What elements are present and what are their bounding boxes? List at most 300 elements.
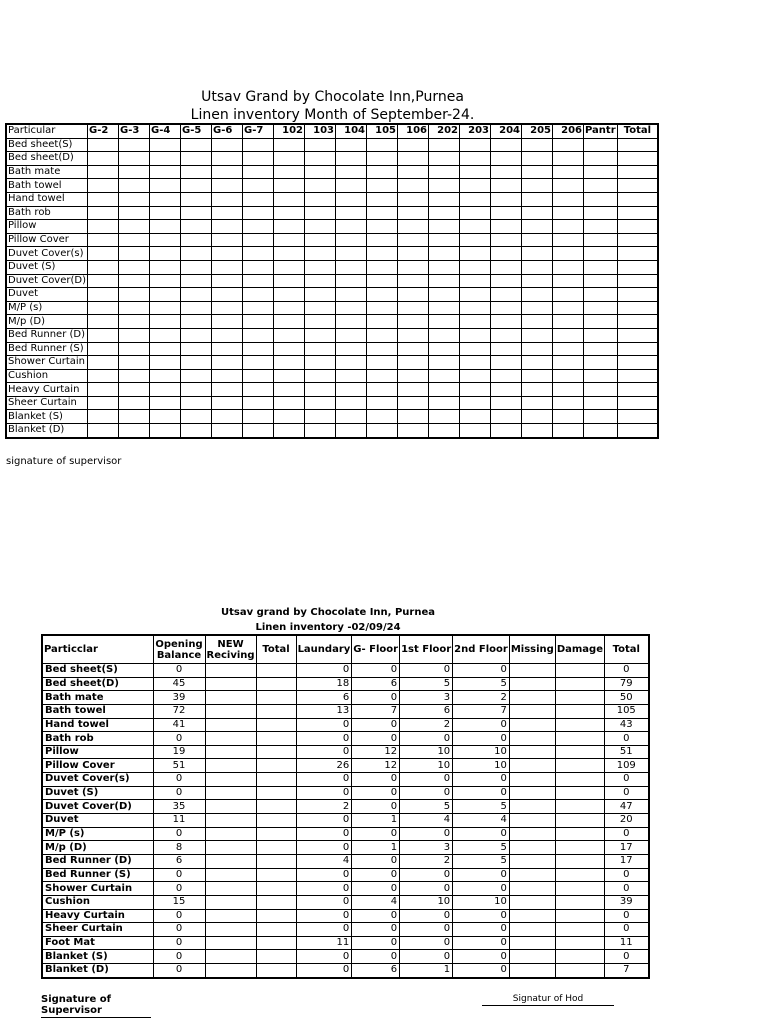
- sheet2-cell-damage: [555, 909, 604, 923]
- sheet1-cell: [429, 233, 460, 247]
- sheet2-cell-second: 0: [453, 786, 510, 800]
- sheet1-cell: [553, 301, 584, 315]
- sheet1-row: [6, 220, 658, 234]
- sheet2-cell-missing: [509, 691, 555, 705]
- sheet1-cell: [367, 260, 398, 274]
- sheet2-item-label: Pillow Cover: [42, 759, 153, 773]
- sheet1-cell: [398, 288, 429, 302]
- sheet2-cell-damage: [555, 745, 604, 759]
- sheet1-cell: [150, 301, 181, 315]
- sheet1-cell: [367, 301, 398, 315]
- sheet2-cell-damage: [555, 786, 604, 800]
- sheet2-item-label: Blanket (D): [42, 964, 153, 978]
- sheet1-cell: [398, 274, 429, 288]
- sheet2-row: [42, 677, 649, 691]
- sheet1-cell: [212, 383, 243, 397]
- sheet2-cell-laundry: 2: [296, 800, 352, 814]
- sheet2-cell-laundry: 0: [296, 923, 352, 937]
- sheet2-cell-grand: 0: [605, 664, 649, 678]
- sheet2-cell-damage: [555, 868, 604, 882]
- sheet1-cell: [336, 138, 367, 152]
- sheet1-cell: [398, 220, 429, 234]
- sheet1-cell: [119, 301, 150, 315]
- sheet2-cell-second: 0: [453, 923, 510, 937]
- sheet2-row: [42, 745, 649, 759]
- sheet1-cell: [617, 274, 658, 288]
- sheet2-row: [42, 895, 649, 909]
- sheet1-cell: [150, 260, 181, 274]
- sheet1-cell: [243, 342, 274, 356]
- sheet2-cell-second: 7: [453, 704, 510, 718]
- sheet2-row: [42, 691, 649, 705]
- sheet2-cell-opening: 19: [153, 745, 205, 759]
- sheet1-cell: [491, 315, 522, 329]
- sheet1-item-label: Cushion: [6, 369, 88, 383]
- sheet2-cell-grand: 0: [605, 827, 649, 841]
- sheet2-cell-laundry: 0: [296, 664, 352, 678]
- sheet1-cell: [460, 274, 491, 288]
- sheet1-cell: [398, 315, 429, 329]
- sheet2-cell-gfloor: 0: [352, 854, 400, 868]
- sheet1-item-label: Duvet Cover(s): [6, 247, 88, 261]
- sheet2-cell-new: [205, 936, 256, 950]
- sheet2-cell-first: 0: [400, 950, 453, 964]
- sheet2-cell-missing: [509, 677, 555, 691]
- sheet1-cell: [212, 247, 243, 261]
- sheet1-cell: [491, 328, 522, 342]
- sheet2-cell-grand: 0: [605, 950, 649, 964]
- sheet1-cell: [522, 152, 553, 166]
- sheet2-cell-grand: 105: [605, 704, 649, 718]
- sheet1-cell: [553, 342, 584, 356]
- sheet1-cell: [212, 342, 243, 356]
- sheet2-item-label: Duvet Cover(s): [42, 773, 153, 787]
- sheet2-cell-laundry: 0: [296, 827, 352, 841]
- sheet1-cell: [491, 152, 522, 166]
- sheet1-subtitle: Linen inventory Month of September-24.: [190, 107, 475, 123]
- sheet1-cell: [119, 356, 150, 370]
- sheet1-cell: [429, 274, 460, 288]
- sheet2-cell-second: 0: [453, 732, 510, 746]
- sheet1-cell: [336, 396, 367, 410]
- sheet1-cell: [429, 369, 460, 383]
- sheet2-item-label: M/p (D): [42, 841, 153, 855]
- sheet2-cell-grand: 0: [605, 882, 649, 896]
- sheet2-col-header: 1st Floor: [400, 635, 453, 664]
- sheet1-cell: [150, 410, 181, 424]
- sheet1-cell: [150, 138, 181, 152]
- sheet1-item-label: Shower Curtain: [6, 356, 88, 370]
- sheet1-cell: [584, 410, 618, 424]
- sheet1-item-label: Pillow: [6, 220, 88, 234]
- sheet1-cell: [367, 342, 398, 356]
- sheet1-cell: [274, 396, 305, 410]
- sheet1-cell: [584, 369, 618, 383]
- sheet2-cell-second: 0: [453, 868, 510, 882]
- sheet1-cell: [553, 260, 584, 274]
- sheet1-cell: [243, 220, 274, 234]
- sheet2-row: [42, 841, 649, 855]
- sheet1-cell: [274, 138, 305, 152]
- sheet2-cell-first: 5: [400, 800, 453, 814]
- sheet2-cell-total: [256, 732, 296, 746]
- sheet2-col-header: 2nd Floor: [453, 635, 510, 664]
- sheet2-cell-missing: [509, 882, 555, 896]
- sheet1-item-label: Pillow Cover: [6, 233, 88, 247]
- sheet1-cell: [305, 328, 336, 342]
- sheet1-cell: [553, 288, 584, 302]
- sheet1-cell: [617, 301, 658, 315]
- sheet2-cell-laundry: 0: [296, 895, 352, 909]
- sheet1-cell: [336, 342, 367, 356]
- sheet1-row: [6, 274, 658, 288]
- sheet2-cell-opening: 39: [153, 691, 205, 705]
- sheet1-cell: [150, 288, 181, 302]
- sheet1-cell: [119, 410, 150, 424]
- sheet1-cell: [584, 206, 618, 220]
- sheet1-cell: [181, 206, 212, 220]
- sheet1-cell: [584, 315, 618, 329]
- sheet1-cell: [460, 396, 491, 410]
- sheet1-row: [6, 247, 658, 261]
- sheet1-cell: [584, 233, 618, 247]
- sheet1-cell: [88, 396, 119, 410]
- sheet2-cell-new: [205, 827, 256, 841]
- sheet2-cell-total: [256, 936, 296, 950]
- sheet1-cell: [212, 138, 243, 152]
- sheet1-cell: [553, 424, 584, 438]
- sheet1-title: Utsav Grand by Chocolate Inn,Purnea: [201, 89, 464, 105]
- sheet1-cell: [522, 247, 553, 261]
- sheet1-cell: [398, 192, 429, 206]
- sheet1-cell: [181, 138, 212, 152]
- sheet2-cell-laundry: 0: [296, 732, 352, 746]
- sheet2-cell-laundry: 0: [296, 841, 352, 855]
- sheet2-cell-second: 5: [453, 800, 510, 814]
- sheet1-cell: [553, 220, 584, 234]
- sheet2-cell-gfloor: 0: [352, 923, 400, 937]
- sheet1-cell: [305, 274, 336, 288]
- sheet2-cell-first: 4: [400, 814, 453, 828]
- sheet1-cell: [88, 179, 119, 193]
- sheet1-cell: [243, 315, 274, 329]
- sheet1-item-label: Blanket (S): [6, 410, 88, 424]
- sheet1-cell: [617, 315, 658, 329]
- sheet2-cell-laundry: 0: [296, 745, 352, 759]
- sheet1-cell: [491, 138, 522, 152]
- sheet1-cell: [522, 274, 553, 288]
- sheet2-title: Utsav grand by Chocolate Inn, Purnea: [221, 607, 435, 618]
- sheet1-cell: [336, 179, 367, 193]
- sheet1-signature-label: signature of supervisor: [6, 456, 122, 467]
- sheet1-cell: [305, 301, 336, 315]
- sheet2-item-label: Heavy Curtain: [42, 909, 153, 923]
- sheet1-cell: [429, 383, 460, 397]
- sheet1-cell: [119, 369, 150, 383]
- sheet2-cell-second: 5: [453, 854, 510, 868]
- sheet1-cell: [429, 342, 460, 356]
- sheet1-col-header: G-2: [88, 124, 119, 138]
- sheet1-cell: [212, 356, 243, 370]
- sheet1-cell: [212, 410, 243, 424]
- sheet1-col-header: Total: [617, 124, 658, 138]
- sheet1-cell: [305, 315, 336, 329]
- sheet1-cell: [274, 220, 305, 234]
- sheet2-cell-total: [256, 786, 296, 800]
- sheet1-cell: [181, 328, 212, 342]
- sheet1-item-label: Duvet: [6, 288, 88, 302]
- sheet2-cell-laundry: 0: [296, 773, 352, 787]
- sheet2-cell-second: 4: [453, 814, 510, 828]
- sheet2-item-label: Bed sheet(S): [42, 664, 153, 678]
- sheet1-cell: [617, 165, 658, 179]
- sheet1-cell: [584, 192, 618, 206]
- sheet2-cell-first: 3: [400, 691, 453, 705]
- sheet2-row: [42, 800, 649, 814]
- sheet1-cell: [460, 206, 491, 220]
- sheet1-cell: [398, 328, 429, 342]
- sheet2-cell-total: [256, 773, 296, 787]
- sheet1-cell: [522, 369, 553, 383]
- sheet1-cell: [553, 179, 584, 193]
- sheet2-cell-total: [256, 759, 296, 773]
- sheet1-row: [6, 233, 658, 247]
- sheet1-cell: [305, 192, 336, 206]
- sheet1-cell: [150, 315, 181, 329]
- sheet1-cell: [398, 179, 429, 193]
- sheet1-cell: [553, 383, 584, 397]
- sheet1-cell: [305, 220, 336, 234]
- sheet2-cell-second: 10: [453, 759, 510, 773]
- sheet1-cell: [398, 356, 429, 370]
- sheet2-col-header: Total: [256, 635, 296, 664]
- sheet1-cell: [305, 179, 336, 193]
- sheet1-item-label: M/P (s): [6, 301, 88, 315]
- sheet1-cell: [243, 192, 274, 206]
- sheet1-cell: [88, 424, 119, 438]
- sheet2-cell-laundry: 0: [296, 882, 352, 896]
- sheet1-cell: [88, 220, 119, 234]
- sheet1-cell: [584, 328, 618, 342]
- sheet1-cell: [336, 356, 367, 370]
- sheet2-cell-opening: 8: [153, 841, 205, 855]
- sheet1-cell: [429, 165, 460, 179]
- sheet2-cell-new: [205, 964, 256, 978]
- sheet1-cell: [88, 165, 119, 179]
- sheet2-cell-opening: 0: [153, 882, 205, 896]
- sheet1-cell: [553, 396, 584, 410]
- sheet1-cell: [429, 138, 460, 152]
- sheet1-cell: [212, 424, 243, 438]
- sheet1-cell: [88, 138, 119, 152]
- sheet2-cell-second: 10: [453, 895, 510, 909]
- sheet1-col-header: 106: [398, 124, 429, 138]
- sheet1-cell: [274, 274, 305, 288]
- sheet1-cell: [491, 301, 522, 315]
- sheet1-cell: [336, 369, 367, 383]
- sheet2-cell-gfloor: 0: [352, 732, 400, 746]
- sheet1-cell: [212, 206, 243, 220]
- sheet2-cell-new: [205, 745, 256, 759]
- sheet2-row: [42, 923, 649, 937]
- sheet2-cell-total: [256, 704, 296, 718]
- sheet1-cell: [553, 152, 584, 166]
- sheet1-cell: [88, 369, 119, 383]
- sheet1-item-label: Heavy Curtain: [6, 383, 88, 397]
- sheet1-cell: [398, 138, 429, 152]
- sheet1-cell: [336, 260, 367, 274]
- sheet1-cell: [460, 315, 491, 329]
- sheet1-cell: [367, 165, 398, 179]
- sheet2-cell-laundry: 4: [296, 854, 352, 868]
- sheet1-item-label: Bath towel: [6, 179, 88, 193]
- sheet2-cell-missing: [509, 909, 555, 923]
- sheet1-cell: [617, 138, 658, 152]
- sheet1-cell: [181, 369, 212, 383]
- sheet1-cell: [181, 396, 212, 410]
- sheet1-table: [5, 123, 659, 439]
- sheet1-cell: [305, 424, 336, 438]
- sheet2-cell-new: [205, 773, 256, 787]
- sheet2-col-header: NEW Reciving: [205, 635, 256, 664]
- sheet2-cell-missing: [509, 814, 555, 828]
- sheet2-cell-laundry: 0: [296, 786, 352, 800]
- sheet2-item-label: Shower Curtain: [42, 882, 153, 896]
- sheet1-cell: [243, 356, 274, 370]
- sheet2-table: [41, 634, 650, 979]
- sheet1-cell: [274, 260, 305, 274]
- sheet2-item-label: Bed sheet(D): [42, 677, 153, 691]
- sheet1-cell: [367, 315, 398, 329]
- sheet2-cell-second: 5: [453, 841, 510, 855]
- sheet1-cell: [460, 138, 491, 152]
- sheet1-row: [6, 152, 658, 166]
- sheet1-cell: [150, 206, 181, 220]
- sheet2-cell-first: 0: [400, 909, 453, 923]
- sheet1-cell: [367, 288, 398, 302]
- sheet2-cell-opening: 0: [153, 909, 205, 923]
- sheet1-cell: [274, 247, 305, 261]
- sheet1-cell: [367, 424, 398, 438]
- sheet2-cell-first: 0: [400, 732, 453, 746]
- sheet2-cell-laundry: 0: [296, 814, 352, 828]
- sheet1-item-label: Bed Runner (S): [6, 342, 88, 356]
- sheet1-cell: [336, 301, 367, 315]
- sheet1-cell: [305, 260, 336, 274]
- sheet1-col-header: 202: [429, 124, 460, 138]
- sheet1-cell: [460, 410, 491, 424]
- sheet2-cell-laundry: 0: [296, 909, 352, 923]
- sheet1-cell: [88, 383, 119, 397]
- sheet1-cell: [181, 315, 212, 329]
- sheet1-cell: [336, 165, 367, 179]
- sheet2-cell-gfloor: 0: [352, 691, 400, 705]
- sheet2-cell-damage: [555, 895, 604, 909]
- sheet2-cell-grand: 0: [605, 923, 649, 937]
- sheet2-cell-second: 5: [453, 677, 510, 691]
- sheet1-cell: [522, 410, 553, 424]
- sheet2-cell-missing: [509, 664, 555, 678]
- sheet2-cell-opening: 0: [153, 950, 205, 964]
- sheet1-cell: [243, 328, 274, 342]
- sheet1-cell: [367, 152, 398, 166]
- sheet1-cell: [617, 247, 658, 261]
- sheet1-cell: [88, 410, 119, 424]
- sheet1-cell: [274, 342, 305, 356]
- sheet2-cell-gfloor: 0: [352, 950, 400, 964]
- sheet1-cell: [119, 138, 150, 152]
- sheet2-cell-new: [205, 718, 256, 732]
- sheet1-item-label: Hand towel: [6, 192, 88, 206]
- sheet1-cell: [336, 192, 367, 206]
- sheet1-cell: [429, 206, 460, 220]
- sheet2-item-label: Duvet: [42, 814, 153, 828]
- sheet1-cell: [584, 138, 618, 152]
- sheet1-cell: [398, 233, 429, 247]
- sheet2-cell-new: [205, 704, 256, 718]
- sheet1-cell: [212, 152, 243, 166]
- sheet1-cell: [150, 396, 181, 410]
- sheet2-row: [42, 718, 649, 732]
- sheet1-col-header: Pantr: [585, 125, 616, 137]
- sheet2-cell-opening: 0: [153, 868, 205, 882]
- sheet1-cell: [584, 301, 618, 315]
- sheet2-row: [42, 882, 649, 896]
- sheet1-cell: [398, 383, 429, 397]
- sheet2-cell-opening: 0: [153, 964, 205, 978]
- sheet1-cell: [119, 383, 150, 397]
- sheet2-row: [42, 759, 649, 773]
- sheet2-cell-second: 0: [453, 773, 510, 787]
- sheet2-cell-total: [256, 882, 296, 896]
- sheet1-cell: [398, 369, 429, 383]
- sheet2-cell-total: [256, 895, 296, 909]
- sheet1-cell: [367, 206, 398, 220]
- sheet1-cell: [398, 206, 429, 220]
- sheet1-cell: [305, 342, 336, 356]
- sheet2-cell-laundry: 0: [296, 868, 352, 882]
- sheet1-cell: [119, 179, 150, 193]
- sheet1-cell: [243, 138, 274, 152]
- sheet1-cell: [305, 369, 336, 383]
- sheet2-cell-damage: [555, 718, 604, 732]
- sheet1-cell: [243, 369, 274, 383]
- sheet1-cell: [274, 179, 305, 193]
- sheet2-item-label: Blanket (S): [42, 950, 153, 964]
- sheet2-cell-new: [205, 691, 256, 705]
- sheet1-cell: [429, 301, 460, 315]
- sheet2-item-label: Pillow: [42, 745, 153, 759]
- sheet1-cell: [429, 396, 460, 410]
- sheet2-cell-total: [256, 677, 296, 691]
- sheet1-cell: [181, 179, 212, 193]
- sheet2-cell-total: [256, 800, 296, 814]
- sheet1-cell: [584, 356, 618, 370]
- sheet1-cell: [212, 301, 243, 315]
- sheet2-cell-second: 0: [453, 964, 510, 978]
- sheet2-item-label: Duvet Cover(D): [42, 800, 153, 814]
- sheet1-cell: [243, 383, 274, 397]
- sheet2-cell-total: [256, 964, 296, 978]
- sheet1-cell: [553, 410, 584, 424]
- sheet2-cell-grand: 47: [605, 800, 649, 814]
- sheet2-cell-missing: [509, 786, 555, 800]
- sheet1-cell: [336, 206, 367, 220]
- sheet1-cell: [617, 152, 658, 166]
- sheet2-cell-gfloor: 0: [352, 773, 400, 787]
- sheet2-col-header: Damage: [555, 635, 604, 664]
- sheet1-cell: [336, 247, 367, 261]
